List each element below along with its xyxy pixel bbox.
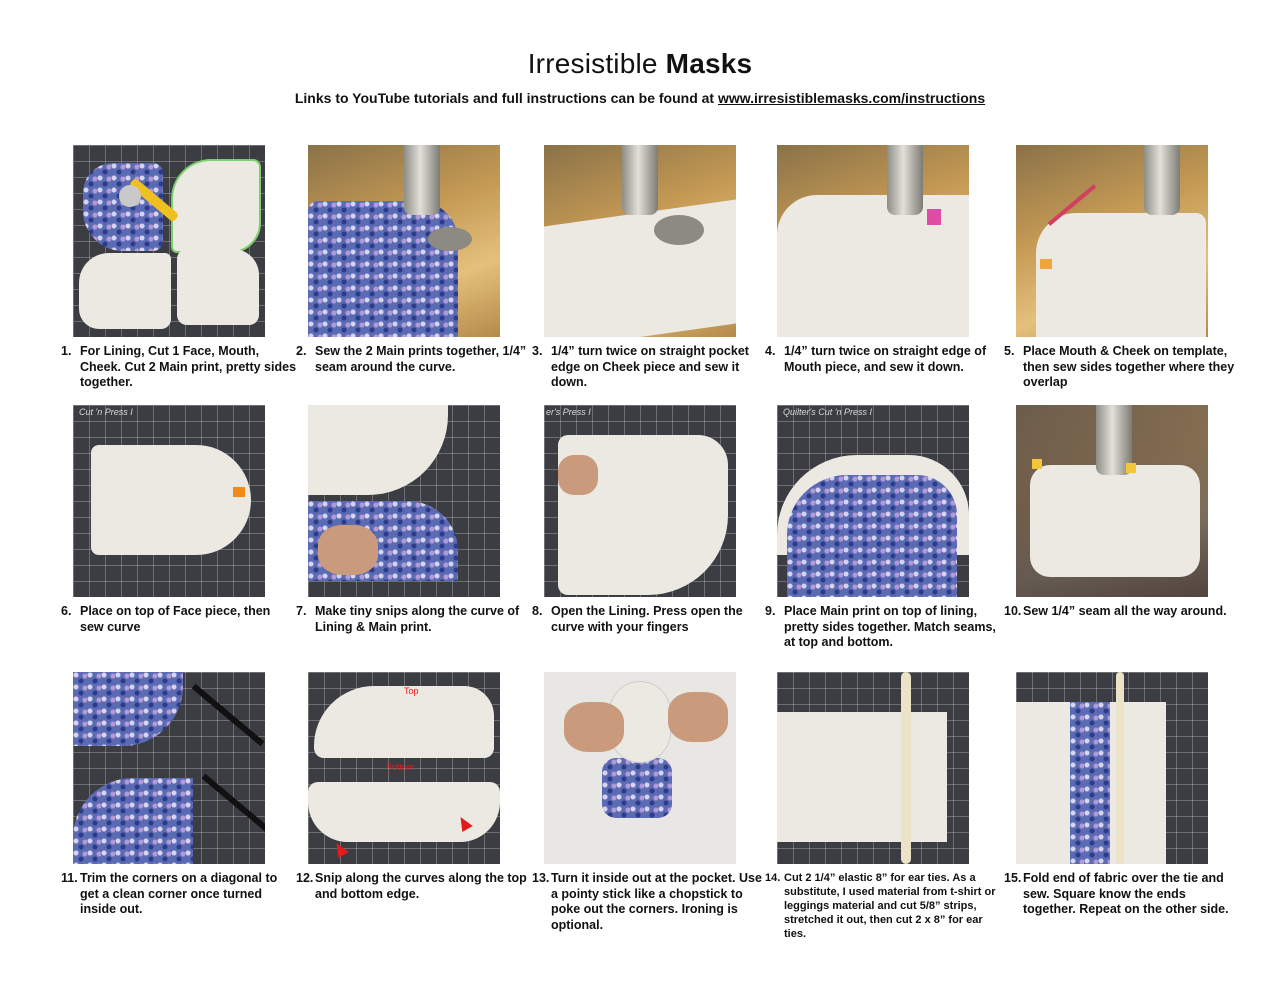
step-3: [532, 145, 768, 391]
step-7-photo: [308, 405, 500, 597]
step-2-photo: [308, 145, 500, 337]
step-5: [1004, 145, 1240, 391]
step-15-photo: [1016, 672, 1208, 864]
step-9-photo: Quilter's Cut 'n Press I: [777, 405, 969, 597]
step-8-caption: 8. Open the Lining. Press open the curve with your fingers: [532, 604, 743, 634]
step-4: [765, 145, 1001, 375]
step-6-caption: 6. Place on top of Face piece, then sew curve: [61, 604, 271, 634]
step-2-caption: 2. Sew the 2 Main prints together, 1/4” seam around the curve.: [296, 344, 527, 374]
step-14-caption: 14. Cut 2 1/4” elastic 8” for ear ties. As a substitute, I used material from t-shirt or leggings material and cut 5/8” strips, stretched it out, then cut 2 x 8” for ear ties.: [765, 872, 996, 940]
step-11: [61, 672, 297, 918]
step-7: [296, 405, 532, 635]
step-11-photo: [73, 672, 265, 864]
step-5-caption: 5. Place Mouth & Cheek on template, then sew sides together where they overlap: [1004, 344, 1235, 389]
step-1-photo: [73, 145, 265, 337]
instructions-link[interactable]: www.irresistiblemasks.com/instructions: [717, 90, 986, 106]
step-1-caption: 1. For Lining, Cut 1 Face, Mouth, Cheek. Cut 2 Main print, pretty sides together.: [61, 344, 297, 389]
step-5-photo: [1016, 145, 1208, 337]
step-10-photo: [1016, 405, 1208, 597]
step-12-photo: Top Bottom: [308, 672, 500, 864]
step-1: [61, 145, 297, 391]
step-12: [296, 672, 532, 902]
step-13: [532, 672, 768, 933]
red-arrow-icon: [331, 840, 348, 858]
step-10: [1004, 405, 1240, 620]
step-6: [61, 405, 297, 635]
page-subtitle: Links to YouTube tutorials and full instructions can be found at www.irresistiblemasks.com/instructions: [294, 90, 986, 106]
step-8: [532, 405, 768, 635]
step-13-photo: [544, 672, 736, 864]
step-3-photo: [544, 145, 736, 337]
step-10-caption: 10. Sew 1/4” seam all the way around.: [1004, 604, 1227, 618]
step-12-caption: 12. Snip along the curves along the top and bottom edge.: [296, 871, 527, 901]
step-14-photo: [777, 672, 969, 864]
step-11-caption: 11. Trim the corners on a diagonal to get a clean corner once turned inside out.: [61, 871, 278, 916]
step-8-photo: er's Press I: [544, 405, 736, 597]
step-15: [1004, 672, 1240, 918]
step-4-caption: 4. 1/4” turn twice on straight edge of Mouth piece, and sew it down.: [765, 344, 987, 374]
step-3-caption: 3. 1/4” turn twice on straight pocket edge on Cheek piece and sew it down.: [532, 344, 749, 389]
step-13-caption: 13. Turn it inside out at the pocket. Use a pointy stick like a chopstick to poke out the corners. Ironing is optional.: [532, 871, 762, 932]
step-7-caption: 7. Make tiny snips along the curve of Lining & Main print.: [296, 604, 520, 634]
step-2: [296, 145, 532, 375]
step-6-photo: Cut 'n Press I: [73, 405, 265, 597]
step-4-photo: [777, 145, 969, 337]
step-9: [765, 405, 1001, 651]
page-title: Irresistible Masks: [527, 48, 753, 79]
step-15-caption: 15. Fold end of fabric over the tie and sew. Square know the ends together. Repeat on the other side.: [1004, 871, 1229, 916]
step-9-caption: 9. Place Main print on top of lining, pretty sides together. Match seams, at top and bottom.: [765, 604, 996, 649]
step-14: [765, 672, 1001, 941]
